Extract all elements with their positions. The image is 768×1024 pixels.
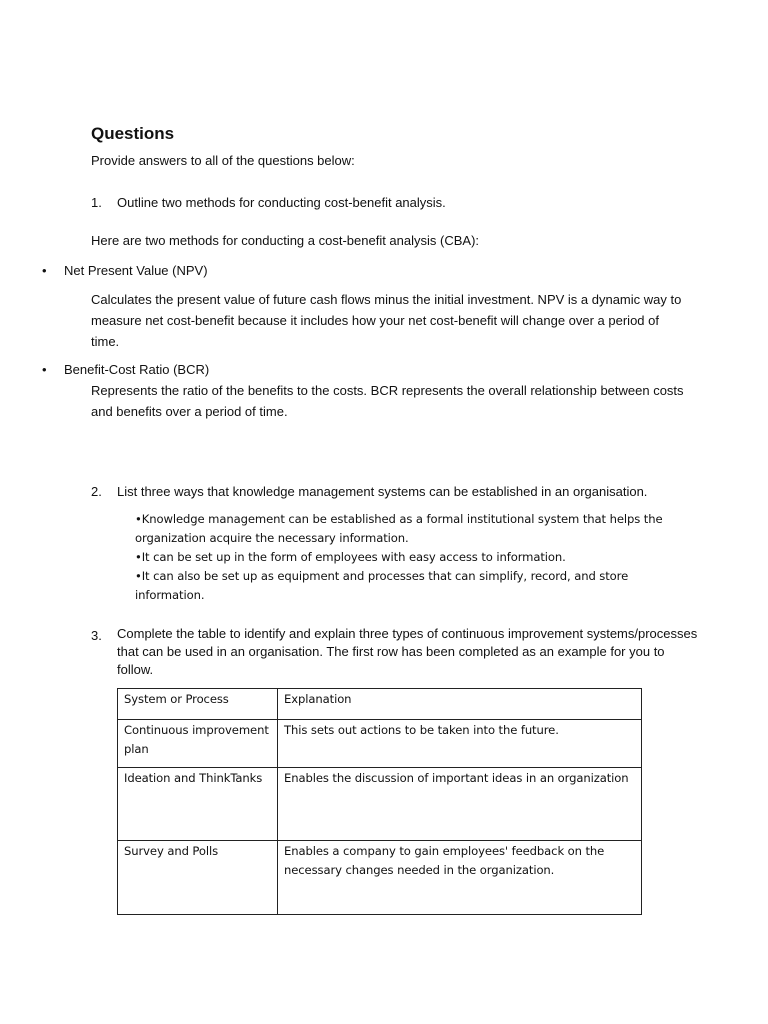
table-row — [118, 768, 642, 841]
q2-number: 2. — [91, 484, 102, 499]
answer-line: organization acquire the necessary information. — [135, 531, 409, 545]
q3-number: 3. — [91, 628, 102, 643]
q3-text — [117, 625, 717, 679]
answer-line: •Knowledge management can be established as a formal institutional system that helps the — [135, 512, 663, 526]
cell-line: Ideation and ThinkTanks — [124, 771, 263, 785]
cell-line: Continuous improvement — [124, 723, 269, 737]
description-line: and benefits over a period of time. — [91, 404, 288, 419]
description-line: Calculates the present value of future cash flows minus the initial investment. NPV is a dynamic way to — [91, 292, 682, 307]
explanation-cell — [278, 720, 642, 768]
method-name-bcr: Benefit-Cost Ratio (BCR) — [64, 362, 210, 377]
description-line: time. — [91, 334, 120, 349]
answer-line: •It can be set up in the form of employees with easy access to information. — [135, 550, 566, 564]
header-cell-system: System or Process — [118, 689, 278, 720]
cell-line: Survey and Polls — [124, 844, 219, 858]
improvement-systems-table — [117, 688, 642, 915]
q1-number: 1. — [91, 195, 102, 210]
q2-text: List three ways that knowledge management systems can be established in an organisation. — [117, 484, 648, 499]
q1-intro: Here are two methods for conducting a cost-benefit analysis (CBA): — [91, 233, 480, 248]
answer-line: information. — [135, 588, 205, 602]
table-header-row — [118, 689, 642, 720]
cell-line: necessary changes needed in the organization. — [284, 863, 555, 877]
system-cell — [118, 768, 278, 841]
q1-text: Outline two methods for conducting cost-benefit analysis. — [117, 195, 446, 210]
cell-line: Enables the discussion of important ideas in an organization — [284, 771, 629, 785]
page-title: Questions — [91, 124, 175, 143]
system-cell — [118, 720, 278, 768]
cell-line: Enables a company to gain employees' feedback on the — [284, 844, 605, 858]
method-description-bcr — [91, 380, 731, 422]
system-cell — [118, 841, 278, 915]
q3-line: that can be used in an organisation. The first row has been completed as an example for you to — [117, 644, 665, 659]
table-row — [118, 841, 642, 915]
answer-line: •It can also be set up as equipment and processes that can simplify, record, and store — [135, 569, 629, 583]
method-name-npv: Net Present Value (NPV) — [64, 263, 208, 278]
method-description-npv — [91, 289, 731, 352]
q2-answer — [135, 510, 695, 605]
explanation-cell — [278, 841, 642, 915]
cell-line: plan — [124, 742, 149, 756]
table-row — [118, 720, 642, 768]
header-cell-explanation: Explanation — [278, 689, 642, 720]
description-line: Represents the ratio of the benefits to the costs. BCR represents the overall relationship between costs — [91, 383, 684, 398]
instruction-text: Provide answers to all of the questions below: — [91, 153, 355, 168]
q3-line: Complete the table to identify and explain three types of continuous improvement systems/processes — [117, 626, 698, 641]
explanation-cell — [278, 768, 642, 841]
cell-line: This sets out actions to be taken into the future. — [284, 723, 559, 737]
q3-line: follow. — [117, 662, 154, 677]
bullet-dot: • — [42, 263, 47, 278]
bullet-dot: • — [42, 362, 47, 377]
description-line: measure net cost-benefit because it includes how your net cost-benefit will change over a period of — [91, 313, 659, 328]
